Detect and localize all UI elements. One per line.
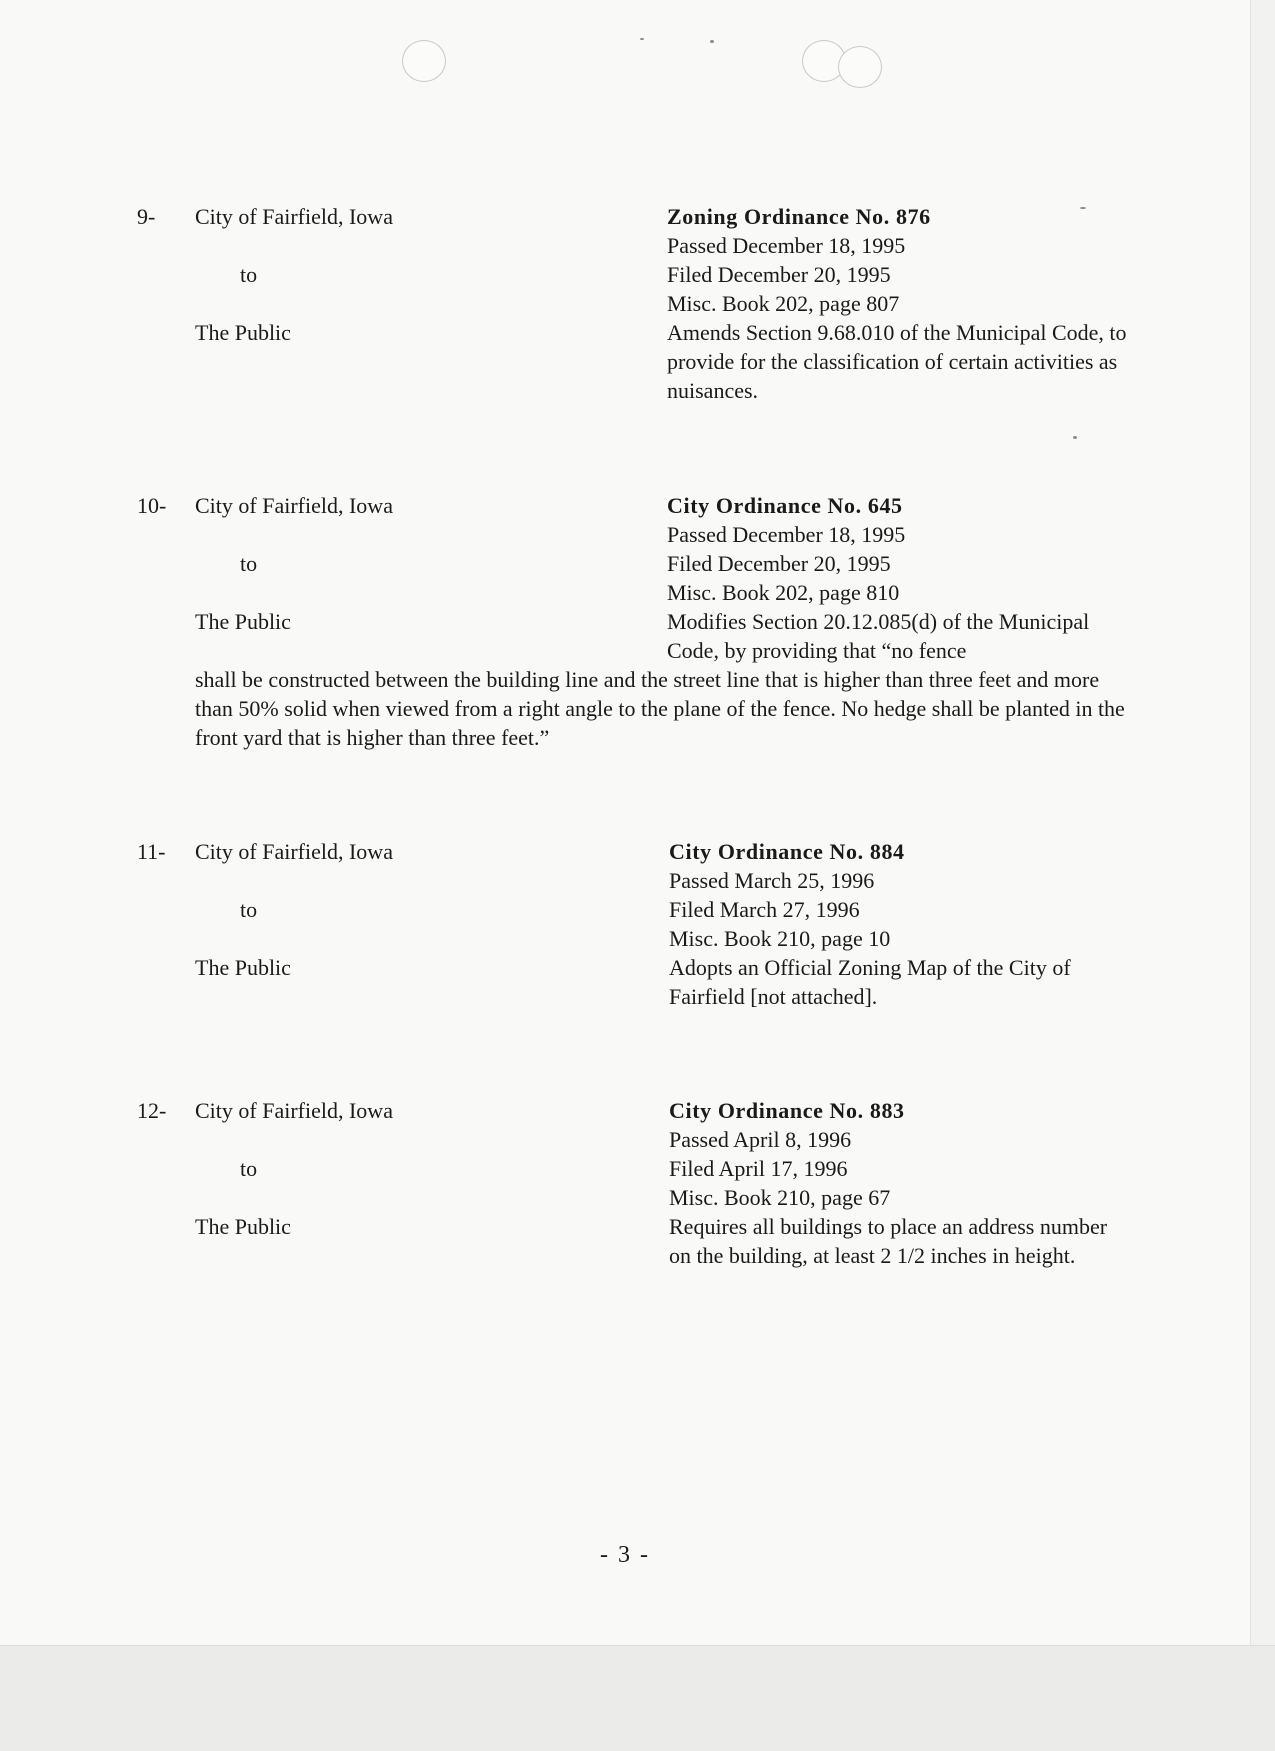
book-reference: Misc. Book 210, page 10 bbox=[669, 926, 891, 951]
ordinance-title: City Ordinance No. 884 bbox=[669, 839, 905, 864]
entry-number: 11- bbox=[137, 839, 166, 864]
entry-number: 10- bbox=[137, 493, 167, 518]
page-number: - 3 - bbox=[600, 1542, 650, 1568]
passed-date: Passed December 18, 1995 bbox=[667, 233, 906, 258]
scan-speck bbox=[640, 38, 644, 40]
passed-date: Passed December 18, 1995 bbox=[667, 522, 906, 547]
passed-date: Passed March 25, 1996 bbox=[669, 868, 875, 893]
book-reference: Misc. Book 210, page 67 bbox=[669, 1185, 891, 1210]
grantor: City of Fairfield, Iowa bbox=[195, 493, 393, 518]
grantor: City of Fairfield, Iowa bbox=[195, 839, 393, 864]
grantor: City of Fairfield, Iowa bbox=[195, 1098, 393, 1123]
ordinance-title: Zoning Ordinance No. 876 bbox=[667, 204, 931, 229]
filed-date: Filed December 20, 1995 bbox=[667, 262, 891, 287]
book-reference: Misc. Book 202, page 807 bbox=[667, 291, 900, 316]
ordinance-info bbox=[669, 1096, 1119, 1270]
to-label: to bbox=[240, 897, 258, 922]
grantee: The Public bbox=[195, 609, 291, 634]
ordinance-description: Adopts an Official Zoning Map of the City of Fairfield [not attached]. bbox=[669, 955, 1071, 1009]
ordinance-title: City Ordinance No. 883 bbox=[669, 1098, 905, 1123]
ordinance-description: Amends Section 9.68.010 of the Municipal Code, to provide for the classification of certain activities as nuisances. bbox=[667, 320, 1127, 403]
ordinance-info bbox=[669, 837, 1139, 1011]
punch-hole-left bbox=[402, 40, 446, 82]
punch-hole-right-outer bbox=[838, 46, 882, 88]
to-label: to bbox=[240, 1156, 258, 1181]
book-reference: Misc. Book 202, page 810 bbox=[667, 580, 900, 605]
grantee: The Public bbox=[195, 1214, 291, 1239]
scanner-bed-edge bbox=[0, 1645, 1275, 1751]
grantee: The Public bbox=[195, 955, 291, 980]
grantee: The Public bbox=[195, 320, 291, 345]
scan-speck bbox=[710, 40, 714, 43]
ordinance-info bbox=[667, 491, 1127, 665]
ordinance-description: Modifies Section 20.12.085(d) of the Municipal Code, by providing that “no fence bbox=[667, 609, 1090, 663]
ordinance-title: City Ordinance No. 645 bbox=[667, 493, 903, 518]
filed-date: Filed March 27, 1996 bbox=[669, 897, 860, 922]
entry-number: 12- bbox=[137, 1098, 167, 1123]
entry-number: 9- bbox=[137, 204, 156, 229]
filed-date: Filed April 17, 1996 bbox=[669, 1156, 848, 1181]
scan-speck bbox=[1073, 436, 1077, 439]
ordinance-description: Requires all buildings to place an address number on the building, at least 2 1/2 inches in height. bbox=[669, 1214, 1108, 1268]
to-label: to bbox=[240, 262, 258, 287]
ordinance-description-continuation: shall be constructed between the building line and the street line that is higher than three feet and more than 50% solid when viewed from a right angle to the plane of the fence. No hedge shall be planted in the front yard that is higher than three feet.” bbox=[195, 667, 1125, 750]
filed-date: Filed December 20, 1995 bbox=[667, 551, 891, 576]
to-label: to bbox=[240, 551, 258, 576]
passed-date: Passed April 8, 1996 bbox=[669, 1127, 852, 1152]
grantor: City of Fairfield, Iowa bbox=[195, 204, 393, 229]
ordinance-info bbox=[667, 202, 1137, 405]
